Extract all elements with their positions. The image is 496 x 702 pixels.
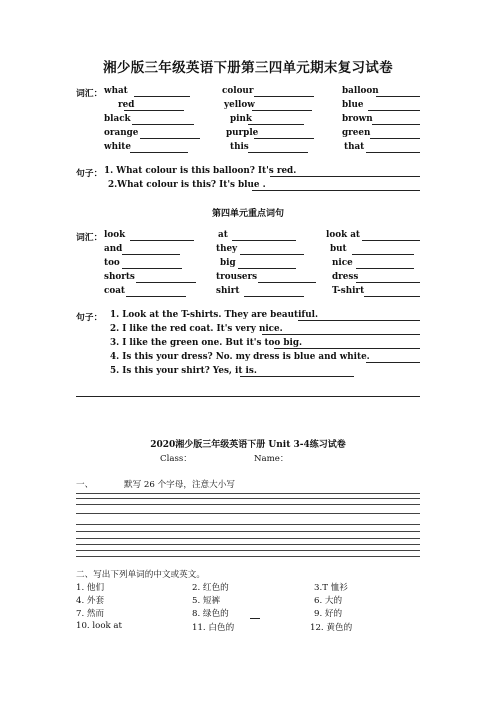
blank-line [130, 152, 188, 153]
blank-line [254, 138, 314, 139]
sentence-label: 句子： [76, 169, 103, 179]
vocab-word: orange [104, 128, 139, 138]
writing-line [76, 493, 420, 494]
translation-item: 3.T 恤衫 [314, 583, 348, 593]
vocab-word: coat [104, 286, 125, 296]
vocab-word: balloon [342, 86, 379, 96]
blank-line [362, 240, 420, 241]
sentence-item: 2. I like the red coat. It's very nice. [110, 324, 283, 334]
vocab-word: shorts [104, 272, 135, 282]
vocab-label: 词汇： [76, 233, 103, 243]
name-label: Name： [254, 454, 289, 464]
vocab-word: trousers [216, 272, 258, 282]
vocab-word: this [230, 142, 249, 152]
answer-line [274, 348, 420, 349]
blank-line [250, 618, 260, 619]
unit4-heading: 第四单元重点词句 [211, 209, 284, 219]
vocab-word: red [118, 100, 135, 110]
blank-line [352, 254, 414, 255]
sentence-item: 3. I like the green one. But it's too big. [110, 338, 303, 348]
vocab-word: too [104, 258, 120, 268]
vocab-word: at [218, 230, 228, 240]
blank-line [140, 138, 200, 139]
writing-line [76, 550, 420, 551]
vocab-word: brown [342, 114, 373, 124]
answer-line [270, 176, 420, 177]
answer-line [366, 362, 420, 363]
blank-line [134, 96, 190, 97]
translation-item: 4. 外套 [76, 596, 105, 606]
translation-item: 5. 短裤 [192, 596, 221, 606]
writing-line [76, 538, 420, 539]
sentence-item: 5. Is this your shirt? Yes, it is. [110, 366, 257, 376]
question-text: 默写 26 个字母，注意大小写 [124, 480, 235, 490]
vocab-word: yellow [224, 100, 255, 110]
vocab-word: look at [326, 230, 360, 240]
blank-line [232, 240, 296, 241]
vocab-word: they [216, 244, 238, 254]
translation-item: 6. 大的 [314, 596, 343, 606]
answer-line [240, 376, 354, 377]
exam-title: 2020湘少版三年级英语下册 Unit 3-4练习试卷 [150, 440, 346, 450]
sentence-item: 1. What colour is this balloon? It's red. [104, 166, 297, 176]
writing-line [76, 531, 420, 532]
vocab-word: T-shirt [332, 286, 365, 296]
writing-line [76, 504, 420, 505]
blank-line [122, 254, 180, 255]
answer-line [298, 320, 420, 321]
answer-line [252, 190, 420, 191]
vocab-word: colour [222, 86, 254, 96]
blank-line [376, 96, 420, 97]
blank-line [258, 282, 316, 283]
vocab-word: white [104, 142, 131, 152]
blank-line [368, 110, 420, 111]
blank-line [370, 138, 420, 139]
sentence-item: 4. Is this your dress? No. my dress is blue and white. [110, 352, 370, 362]
writing-line [76, 524, 420, 525]
page-title: 湘少版三年级英语下册第三四单元期末复习试卷 [103, 60, 393, 76]
translation-item: 2. 红色的 [192, 583, 229, 593]
blank-line [240, 254, 304, 255]
blank-line [244, 296, 304, 297]
vocab-word: pink [230, 114, 252, 124]
vocab-word: purple [226, 128, 259, 138]
translation-item: 11. 白色的 [192, 623, 235, 633]
blank-line [252, 110, 312, 111]
translation-item: 7. 然而 [76, 609, 105, 619]
blank-line [364, 296, 420, 297]
class-label: Class： [160, 454, 192, 464]
translation-item: 9. 好的 [314, 609, 343, 619]
blank-line [122, 268, 182, 269]
writing-line [76, 498, 420, 499]
vocab-word: big [220, 258, 236, 268]
answer-line [262, 334, 420, 335]
vocab-word: nice [332, 258, 353, 268]
sentence-item: 1. Look at the T-shirts. They are beautiful. [110, 310, 319, 320]
blank-line [130, 240, 194, 241]
question-number: 一、 [76, 480, 94, 490]
vocab-word: blue [342, 100, 364, 110]
blank-line [356, 268, 414, 269]
sentence-item: 2.What colour is this? It's blue . [108, 180, 266, 190]
blank-line [254, 96, 314, 97]
translation-item: 10. look at [76, 621, 123, 631]
vocab-word: look [104, 230, 126, 240]
translation-item: 12. 黄色的 [310, 623, 353, 633]
blank-line [248, 124, 304, 125]
vocab-word: green [342, 128, 371, 138]
blank-line [126, 296, 186, 297]
vocab-word: and [104, 244, 123, 254]
blank-line [366, 152, 420, 153]
translation-item: 1. 他们 [76, 583, 105, 593]
vocab-label: 词汇： [76, 89, 103, 99]
blank-line [136, 282, 196, 283]
blank-line [248, 152, 308, 153]
vocab-word: dress [332, 272, 359, 282]
vocab-word: but [330, 244, 347, 254]
vocab-word: shirt [216, 286, 240, 296]
writing-line [76, 556, 420, 557]
translation-item: 8. 绿色的 [192, 609, 229, 619]
question-text: 二、写出下列单词的中文或英文。 [76, 570, 205, 580]
blank-line [238, 268, 296, 269]
sentence-label: 句子： [76, 313, 103, 323]
blank-line [372, 124, 420, 125]
blank-line [132, 124, 194, 125]
blank-line [124, 110, 184, 111]
writing-line [76, 544, 420, 545]
blank-line [356, 282, 420, 283]
vocab-word: black [104, 114, 131, 124]
vocab-word: that [344, 142, 365, 152]
vocab-word: what [104, 86, 128, 96]
section-divider [76, 396, 420, 397]
writing-line [76, 513, 420, 514]
